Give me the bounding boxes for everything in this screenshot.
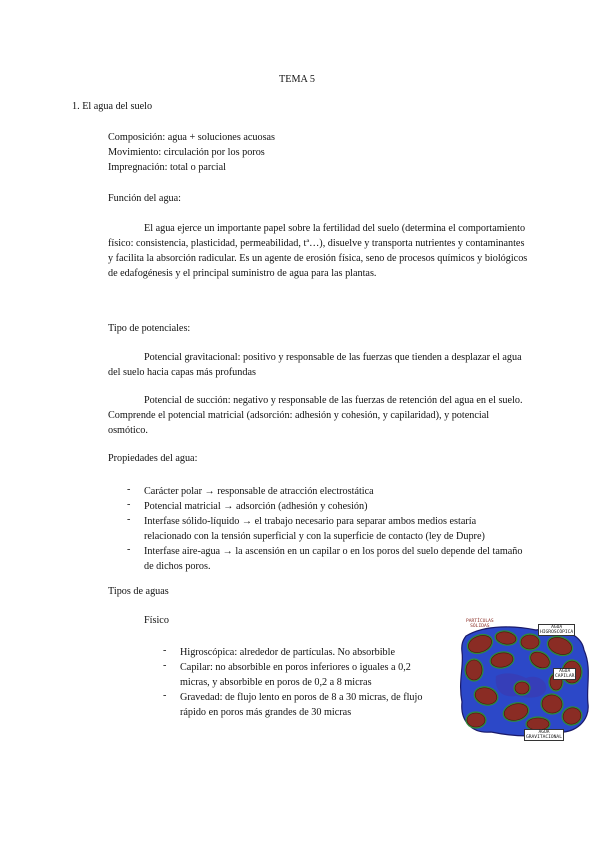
propiedades-heading: Propiedades del agua:: [108, 453, 198, 464]
label-agua-higroscopica: AGUA HIGROSCÓPICA: [540, 625, 574, 635]
solid-particle-core: [515, 682, 529, 694]
solid-particle-core: [467, 713, 485, 727]
def-movimiento: Movimiento: circulación por los poros: [108, 147, 265, 158]
label-particulas-solidas: PARTÍCULAS SÓLIDAS: [466, 619, 494, 629]
tipo-agua-item: Capilar: no absorbible en poros inferiores o iguales a 0,2 micras, y absorbible en poros de 0,2 a 8 micras: [180, 662, 411, 688]
tipos-aguas-heading: Tipos de aguas: [108, 586, 169, 597]
propiedad-item: Interfase sólido-líquido → el trabajo necesario para separar ambos medios estaría relacionado con la tensión superficial y con la superficie de contacto (ley de Dupre): [144, 516, 485, 542]
fisico-label: Físico: [144, 615, 169, 626]
def-impregnacion: Impregnación: total o parcial: [108, 162, 226, 173]
potenciales-heading: Tipo de potenciales:: [108, 323, 191, 334]
solid-particle-core: [466, 660, 482, 680]
funcion-paragraph: El agua ejerce un importante papel sobre la fertilidad del suelo (determina el comportamiento físico: consistencia, plasticidad, permeabilidad, tª…), disuelve y transporta nutrientes y contaminantes y facilita la absorción radicular. Es un agente de erosión física, seno de procesos químicos y biológicos de edafogénesis y el principal suministro de agua para las plantas.: [108, 223, 528, 279]
list-dash: -: [163, 645, 167, 656]
tipo-agua-item: Higroscópica: alrededor de partículas. No absorbible: [180, 647, 395, 658]
solid-particle-core: [521, 635, 539, 649]
list-dash: -: [127, 544, 131, 555]
tipo-agua-item: Gravedad: de flujo lento en poros de 8 a 30 micras, de flujo rápido en poros más grandes de 30 micras: [180, 692, 423, 718]
funcion-heading: Función del agua:: [108, 193, 181, 204]
list-dash: -: [163, 660, 167, 671]
list-dash: -: [127, 484, 131, 495]
label-agua-gravitacional: AGUA GRAVITACIONAL: [526, 730, 562, 740]
propiedad-item: Carácter polar → responsable de atracción electrostática: [144, 486, 374, 497]
list-dash: -: [163, 690, 167, 701]
page-title: TEMA 5: [279, 74, 315, 85]
list-dash: -: [127, 514, 131, 525]
propiedad-item: Interfase aire-agua → la ascensión en un capilar o en los poros del suelo depende del tamaño de dichos poros.: [144, 546, 523, 572]
section-heading: 1. El agua del suelo: [72, 101, 153, 112]
def-composicion: Composición: agua + soluciones acuosas: [108, 132, 276, 143]
potencial-succion: Potencial de succión: negativo y responsable de las fuerzas de retención del agua en el suelo. Comprende el potencial matricial (adsorción: adhesión y cohesión, y capilaridad), y potencial osmótico.: [108, 395, 523, 436]
potencial-gravitacional: Potencial gravitacional: positivo y responsable de las fuerzas que tienden a desplazar el agua del suelo hacia capas más profundas: [108, 352, 522, 378]
list-dash: -: [127, 499, 131, 510]
propiedad-item: Potencial matricial → adsorción (adhesión y cohesión): [144, 501, 368, 512]
label-agua-capilar: AGUA CAPILAR: [555, 669, 575, 679]
